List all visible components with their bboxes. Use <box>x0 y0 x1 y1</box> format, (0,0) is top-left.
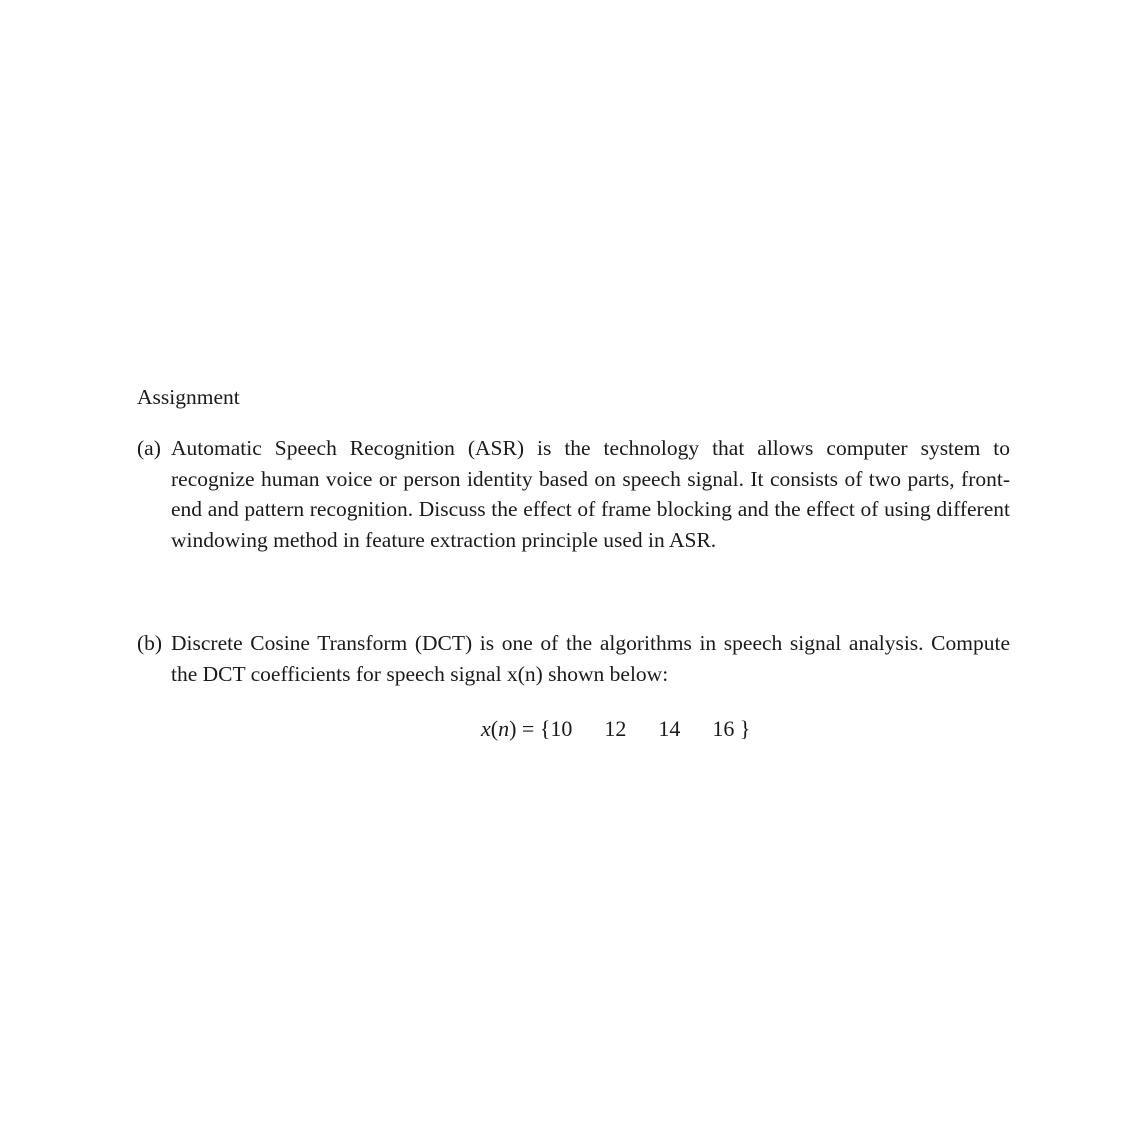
question-b-text: Discrete Cosine Transform (DCT) is one of the algorithms in speech signal analysis. Compute the DCT coefficients for speech signal x(n) shown below: <box>171 631 1010 686</box>
question-a <box>137 433 1010 555</box>
equation-value: 16 <box>712 716 735 741</box>
question-a-text: Automatic Speech Recognition (ASR) is the technology that allows computer system to recognize human voice or person identity based on speech signal. It consists of two parts, front-end and pattern recognition. Discuss the effect of frame blocking and the effect of using different windowing method in feature extraction principle used in ASR. <box>171 436 1010 552</box>
equation-value: 10 <box>550 716 573 741</box>
equation-value: 14 <box>658 716 681 741</box>
question-a-label: (a) <box>137 436 161 460</box>
question-b <box>137 628 1010 689</box>
question-b-label: (b) <box>137 631 163 655</box>
equation-value: 12 <box>604 716 627 741</box>
signal-equation: x(n) = {10 12 14 16 } <box>481 714 750 744</box>
equation-variable: n <box>498 716 510 741</box>
equation-function: x <box>481 716 491 741</box>
page-title: Assignment <box>137 385 240 409</box>
